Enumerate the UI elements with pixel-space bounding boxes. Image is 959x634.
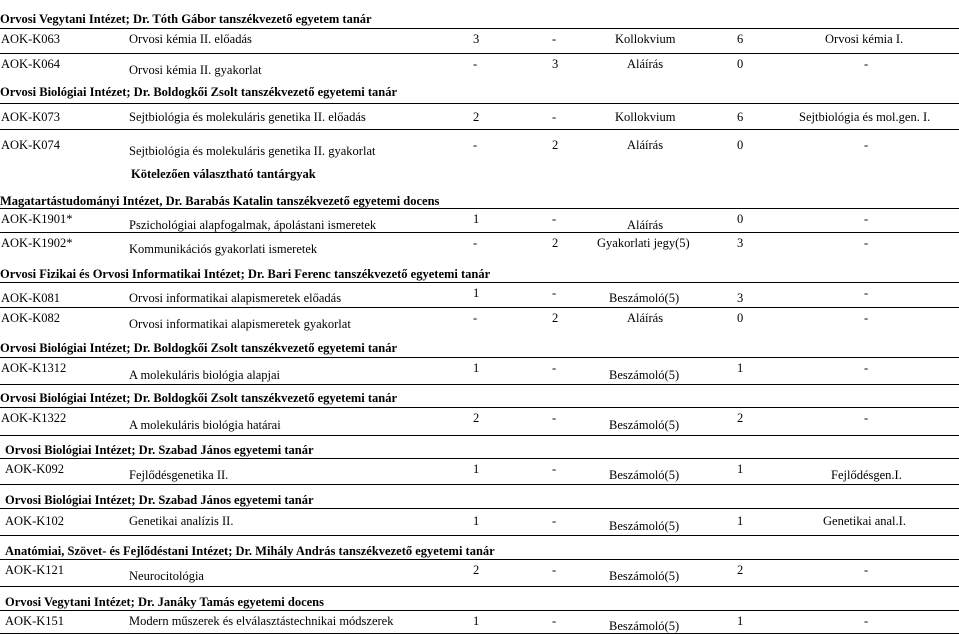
course-code: AOK-K082 [1,311,61,325]
course-code: AOK-K081 [1,291,61,305]
table-row [0,307,959,334]
practice-hours: - [552,514,557,528]
credits: 1 [737,614,744,628]
table-row [0,208,959,233]
exam-type: Aláírás [627,138,664,152]
practice-hours: - [552,110,557,124]
prerequisite: Fejlődésgen.I. [831,468,902,482]
exam-type: Beszámoló(5) [609,291,680,305]
credits: 0 [737,212,744,226]
elective-subheading: Kötelezően választható tantárgyak [131,167,316,181]
practice-hours: - [552,614,557,628]
prerequisite: - [864,614,869,628]
course-name: A molekuláris biológia alapjai [129,368,281,382]
course-name: Orvosi kémia II. gyakorlat [129,63,262,77]
course-code: AOK-K064 [1,57,61,71]
credits: 1 [737,514,744,528]
lecture-hours: 1 [473,286,480,300]
exam-type: Beszámoló(5) [609,418,680,432]
course-name: Pszichológiai alapfogalmak, ápolástani ismeretek [129,218,377,232]
department-heading: Orvosi Vegytani Intézet; Dr. Janáky Tamás egyetemi docens [5,595,324,609]
credits: 0 [737,138,744,152]
table-row [0,129,959,162]
course-code: AOK-K151 [5,614,65,628]
practice-hours: 3 [552,57,559,71]
practice-hours: 2 [552,138,559,152]
lecture-hours: 1 [473,462,480,476]
prerequisite: - [864,236,869,250]
prerequisite: - [864,563,869,577]
prerequisite: - [864,57,869,71]
practice-hours: - [552,212,557,226]
course-code: AOK-K1312 [1,361,67,375]
lecture-hours: 1 [473,361,480,375]
course-name: Kommunikációs gyakorlati ismeretek [129,242,318,256]
lecture-hours: 3 [473,32,480,46]
table-row [0,103,959,130]
course-code: AOK-K102 [5,514,65,528]
table-row [0,508,959,536]
credits: 1 [737,462,744,476]
prerequisite: Orvosi kémia I. [825,32,904,46]
credits: 3 [737,236,744,250]
course-code: AOK-K1902* [1,236,73,250]
exam-type: Beszámoló(5) [609,368,680,382]
department-heading: Anatómiai, Szövet- és Fejlődéstani Intézet; Dr. Mihály András tanszékvezető egyetemi tanár [5,544,495,558]
course-name: Modern műszerek és elválasztástechnikai módszerek [129,614,394,628]
prerequisite: Sejtbiológia és mol.gen. I. [799,110,931,124]
practice-hours: - [552,462,557,476]
exam-type: Beszámoló(5) [609,468,680,482]
lecture-hours: - [473,311,478,325]
course-code: AOK-K1901* [1,212,73,226]
credits: 0 [737,57,744,71]
prerequisite: - [864,138,869,152]
course-name: Orvosi kémia II. előadás [129,32,252,46]
course-name: Sejtbiológia és molekuláris genetika II. gyakorlat [129,144,376,158]
course-code: AOK-K073 [1,110,61,124]
department-heading: Orvosi Biológiai Intézet; Dr. Szabad János egyetemi tanár [5,443,314,457]
practice-hours: - [552,32,557,46]
table-row [0,53,959,79]
lecture-hours: 1 [473,514,480,528]
department-heading: Orvosi Biológiai Intézet; Dr. Boldogkői Zsolt tanszékvezető egyetemi tanár [0,341,398,355]
table-row [0,28,959,54]
practice-hours: - [552,411,557,425]
department-heading: Orvosi Biológiai Intézet; Dr. Szabad János egyetemi tanár [5,493,314,507]
practice-hours: - [552,563,557,577]
lecture-hours: 2 [473,563,480,577]
course-name: Neurocitológia [129,569,204,583]
course-code: AOK-K1322 [1,411,67,425]
exam-type: Aláírás [627,57,664,71]
prerequisite: - [864,361,869,375]
course-name: Orvosi informatikai alapismeretek előadás [129,291,342,305]
table-row [0,458,959,485]
exam-type: Kollokvium [615,32,676,46]
lecture-hours: 1 [473,212,480,226]
table-row [0,407,959,436]
course-code: AOK-K092 [5,462,65,476]
course-code: AOK-K063 [1,32,61,46]
credits: 3 [737,291,744,305]
prerequisite: - [864,286,869,300]
course-code: AOK-K121 [5,563,65,577]
table-row [0,232,959,258]
practice-hours: 2 [552,311,559,325]
course-name: Sejtbiológia és molekuláris genetika II. előadás [129,110,366,124]
lecture-hours: 1 [473,614,480,628]
exam-type: Aláírás [627,218,664,232]
prerequisite: - [864,311,869,325]
prerequisite: - [864,212,869,226]
exam-type: Gyakorlati jegy(5) [597,236,690,250]
credits: 2 [737,411,744,425]
lecture-hours: - [473,236,478,250]
table-row [0,559,959,587]
credits: 6 [737,110,744,124]
prerequisite: - [864,411,869,425]
department-heading: Magatartástudományi Intézet, Dr. Barabás Katalin tanszékvezető egyetemi docens [0,194,440,208]
credits: 0 [737,311,744,325]
exam-type: Beszámoló(5) [609,619,680,633]
table-row [0,357,959,385]
exam-type: Beszámoló(5) [609,519,680,533]
department-heading: Orvosi Fizikai és Orvosi Informatikai Intézet; Dr. Bari Ferenc tanszékvezető egyetemi tanár [0,267,491,281]
practice-hours: - [552,286,557,300]
course-name: Genetikai analízis II. [129,514,234,528]
credits: 1 [737,361,744,375]
credits: 2 [737,563,744,577]
exam-type: Beszámoló(5) [609,569,680,583]
lecture-hours: - [473,138,478,152]
department-heading: Orvosi Biológiai Intézet; Dr. Boldogkői Zsolt tanszékvezető egyetemi tanár [0,85,398,99]
table-row [0,282,959,308]
lecture-hours: 2 [473,411,480,425]
prerequisite: Genetikai anal.I. [823,514,906,528]
credits: 6 [737,32,744,46]
practice-hours: 2 [552,236,559,250]
practice-hours: - [552,361,557,375]
lecture-hours: - [473,57,478,71]
table-row [0,610,959,634]
course-name: Orvosi informatikai alapismeretek gyakorlat [129,317,351,331]
course-name: Fejlődésgenetika II. [129,468,229,482]
exam-type: Aláírás [627,311,664,325]
course-name: A molekuláris biológia határai [129,418,281,432]
department-heading: Orvosi Vegytani Intézet; Dr. Tóth Gábor tanszékvezető egyetem tanár [0,12,372,26]
department-heading: Orvosi Biológiai Intézet; Dr. Boldogkői Zsolt tanszékvezető egyetemi tanár [0,391,398,405]
exam-type: Kollokvium [615,110,676,124]
lecture-hours: 2 [473,110,480,124]
course-code: AOK-K074 [1,138,61,152]
